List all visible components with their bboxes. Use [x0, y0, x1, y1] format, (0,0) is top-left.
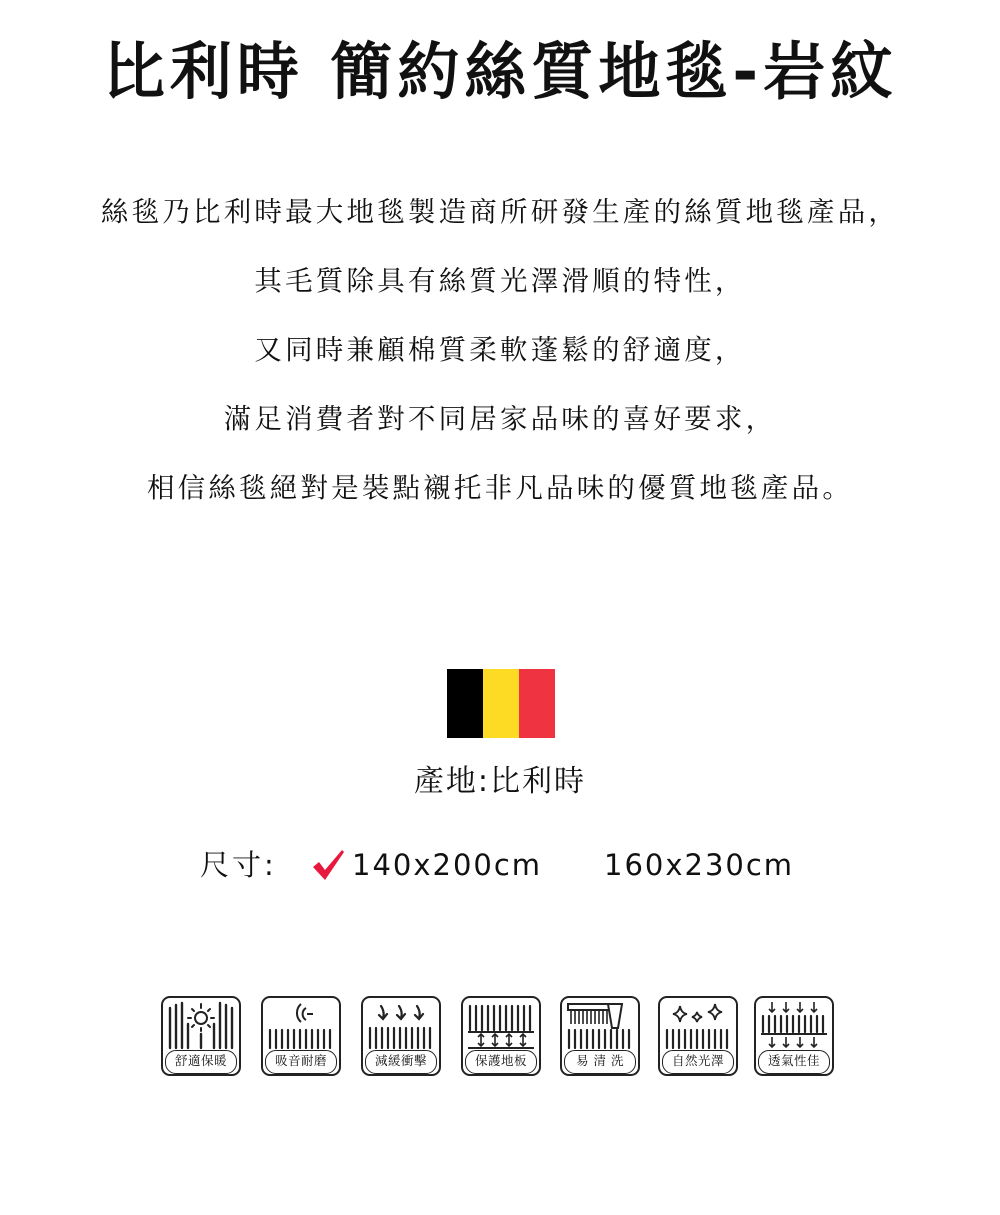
description — [0, 178, 1000, 523]
flag-stripe-yellow — [483, 669, 519, 738]
feature-warmth — [161, 996, 241, 1076]
check-icon — [311, 848, 345, 882]
feature-breathable — [754, 996, 834, 1076]
feature-cushion — [361, 996, 441, 1076]
description-line: 滿足消費者對不同居家品味的喜好要求， — [223, 403, 777, 435]
feature-easy-clean — [560, 996, 640, 1076]
floor-protect-arrows-icon — [463, 998, 539, 1050]
sound-wave-icon — [263, 998, 339, 1050]
sparkle-shine-icon — [660, 998, 736, 1050]
feature-floor-protect — [461, 996, 541, 1076]
size-label: 尺寸: — [200, 848, 277, 882]
belgium-flag — [447, 669, 555, 738]
description-line: 又同時兼顧棉質柔軟蓬鬆的舒適度， — [254, 334, 746, 366]
size-option-160x230[interactable]: 160x230cm — [604, 848, 795, 882]
feature-label: 透氣性佳 — [758, 1050, 830, 1074]
feature-natural-shine — [658, 996, 738, 1076]
description-line: 相信絲毯絕對是裝點襯托非凡品味的優質地毯產品。 — [146, 472, 854, 504]
feature-icons-row — [161, 996, 841, 1078]
feature-label: 自然光澤 — [662, 1050, 734, 1074]
feature-label: 減緩衝擊 — [365, 1050, 437, 1074]
feature-label: 舒適保暖 — [165, 1050, 237, 1074]
feature-label: 吸音耐磨 — [265, 1050, 337, 1074]
flag-stripe-red — [519, 669, 555, 738]
origin-text: 產地:比利時 — [413, 764, 587, 799]
sun-warmth-icon — [163, 998, 239, 1050]
flag-stripe-black — [447, 669, 483, 738]
page-title: 比利時 簡約絲質地毯-岩紋 — [102, 35, 898, 108]
size-option-140x200[interactable]: 140x200cm — [352, 848, 543, 882]
feature-label: 易 清 洗 — [564, 1050, 636, 1074]
description-line: 絲毯乃比利時最大地毯製造商所研發生產的絲質地毯產品， — [100, 196, 900, 228]
brush-clean-icon — [562, 998, 638, 1050]
description-line: 其毛質除具有絲質光澤滑順的特性， — [254, 265, 746, 297]
feature-label: 保護地板 — [465, 1050, 537, 1074]
arrows-down-cushion-icon — [363, 998, 439, 1050]
breathable-arrows-icon — [756, 998, 832, 1050]
feature-sound — [261, 996, 341, 1076]
